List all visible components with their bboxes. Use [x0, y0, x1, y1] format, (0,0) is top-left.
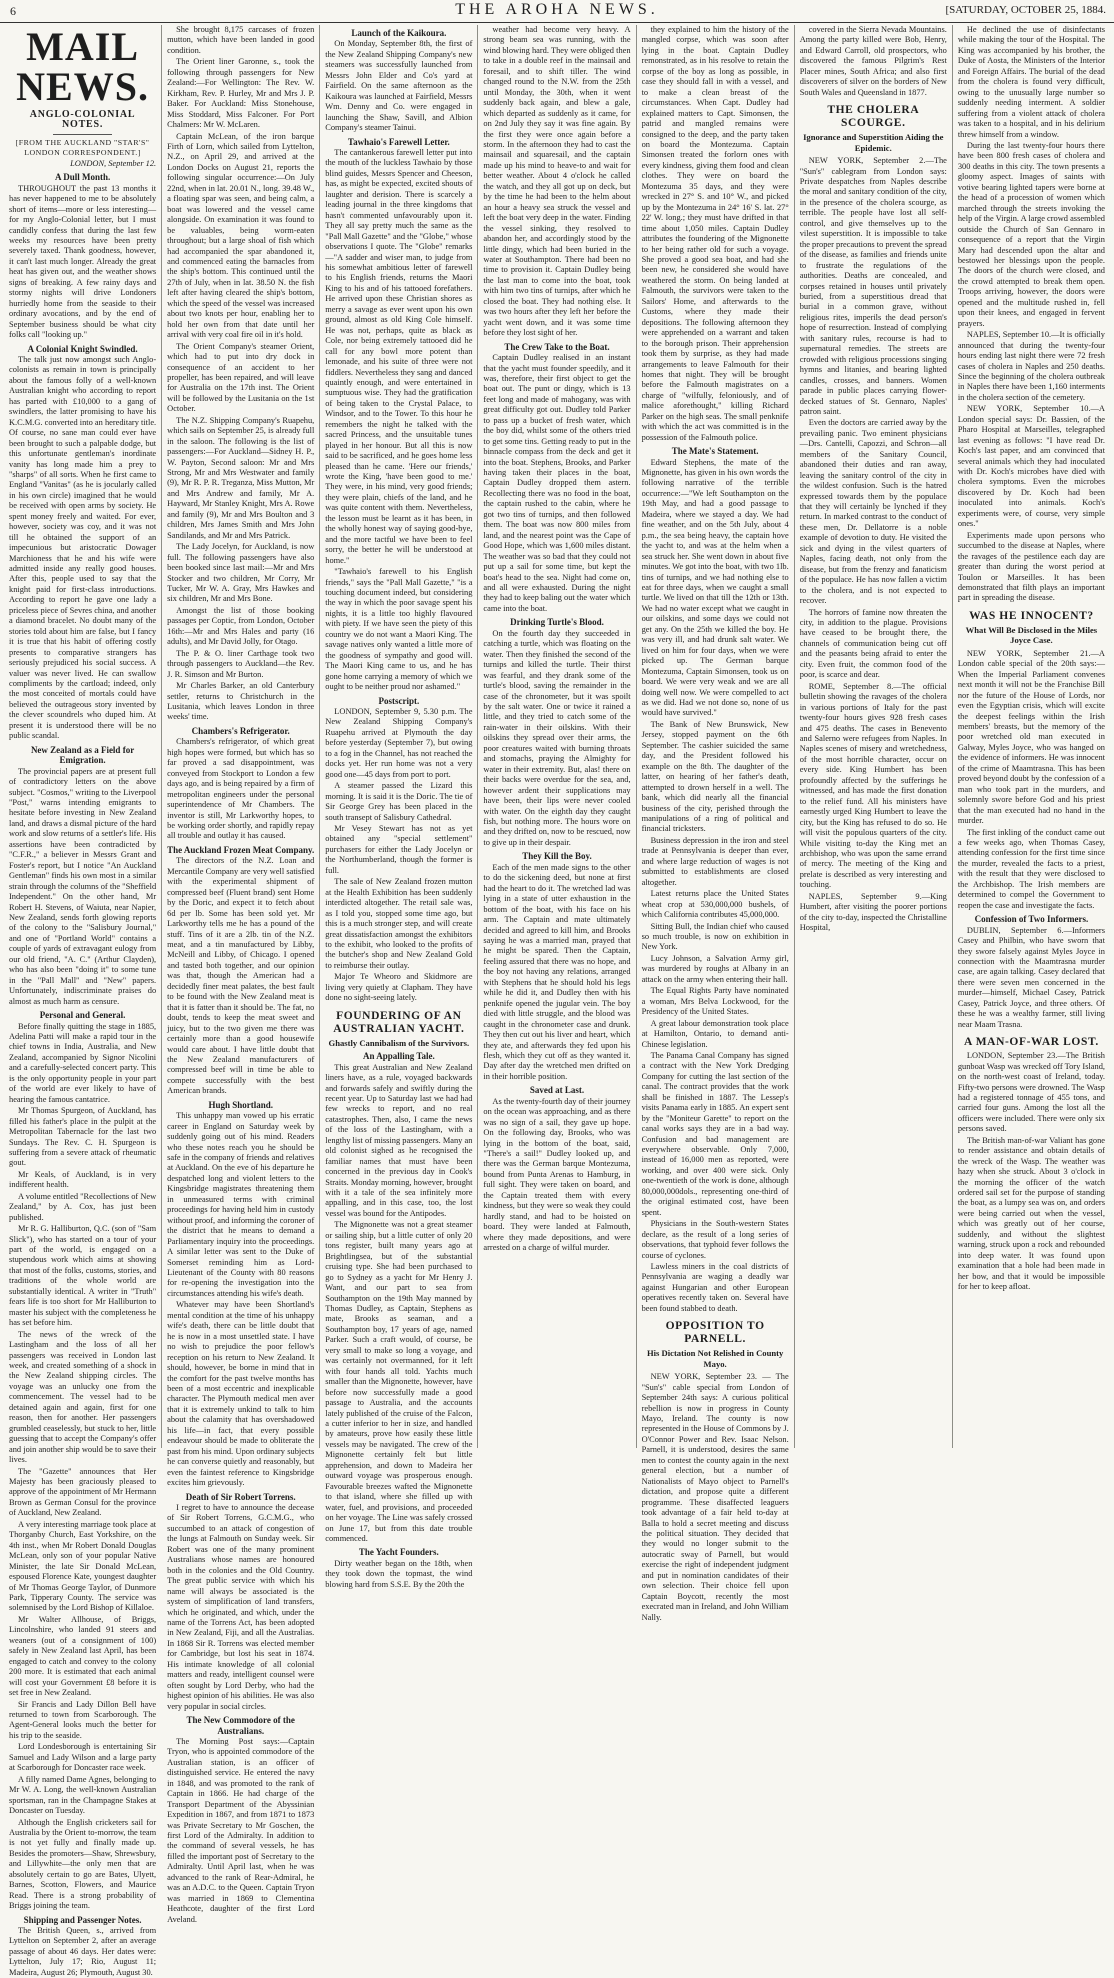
article-paragraph: The Orient liner Garonne, s., took the following through passengers for New Zealand:—For Wellington: The Rev. W. Kirkham, Rev. P. Hurley, Mr and Mrs J. P. Baker. For Auckland: Miss Stonehouse, Miss Stoddard, Miss Falconer. For Port Chalmers: Mr W. McLaren. [167, 57, 315, 130]
article-headline: FOUNDERING OF AN AUSTRALIAN YACHT. [333, 1009, 465, 1035]
article-paragraph: On Monday, September 8th, the first of the New Zealand Shipping Company's new steamers was successfully launched from Messrs John Elder and Co's yard at Fairfield. On the same afternoon as the Kaikoura was launched at Fairfield, Messrs Wm. Denny and Co. were engaged in launching the Shaw, Savill, and Albion Company's steamer Tainui. [325, 39, 473, 133]
article-paragraph: The provincial papers are at present full of contradictory letters on the above subject. "Cosmos," writing to the Liverpool "Post," warns intending emigrants to hesitate before investing in New Zealand land, and draws a dismal picture of the hard work and slow returns of a settler's life. His assertions have been contradicted by "C.F.R.," a believer in Messrs Grant and Foster's report, but I notice "An Auckland Gentleman" finds his own most in a similar strain through the columns of the "Sheffield Independent." On the other hand, Mr Robert H. Stevens, of Waiuta, near Napier, New Zealand, sends forth glowing reports of the colony to the "Salisbury Journal," and one of "Portland World" contains a couple of yards of extravagant eulogy from our old friend, "A. C." (Arthur Clayden), who has also been "doing it" to some tune in the "Pall Mall" and "New" papers. Unfortunately, indiscriminate praises do almost as much harm as censure. [9, 766, 157, 1006]
article-paragraph: NAPLES, September 9.—King Humbert, after visiting the poorer portions of the city to-day, inspected the Christalline Hospital, [799, 891, 947, 933]
article-paragraph: She brought 8,175 carcases of frozen mutton, which have been landed in good condition. [167, 25, 315, 55]
dateline: LONDON, September 12. [70, 158, 157, 168]
article-paragraph: Before finally quitting the stage in 1885, Adelina Patti will make a rapid tour in the chief towns in India, Australia, and New Zealand, accompanied by Signor Nicolini and a carefully-selected concert party. This is the only opportunity people in your part of the world are ever likely to have of hearing the famous cantatrice. [9, 1021, 157, 1104]
article-paragraph: The N.Z. Shipping Company's Ruapehu, which sails on September 25, is already full in the saloon. The following is the list of passengers:—For Auckland—Sidney H. P., W. Payton, Second saloon: Mr and Mrs Strong, Mr and Mrs Westwater and family (9), Mr R. P. R. Treganza, Miss Mutton, Mr and Mrs Andrew and family, Mr A. Hayward, Mr Stanley Knight, Mrs A. Rowe and family (9), Mr and Mrs Boulton and 3 children, Mrs James Smith and Mrs John Sandilands, and Mr and Mrs Patrick. [167, 415, 315, 540]
article-paragraph: Mr Thomas Spurgeon, of Auckland, has filled his father's place in the pulpit at the Metropolitan Tabernacle for the last two Sundays. The Rev. C. H. Spurgeon is suffering from a severe attack of rheumatic gout. [9, 1106, 157, 1168]
article-paragraph: Captain Dudley realised in an instant that the yacht must founder speedily, and it was, therefore, their first object to get the boat out. The punt or dingy, which is 13 feet long and made of mahogany, was with great difficulty got out. Dudley told Parker to pass up a bucket of fresh water, which the boy did, whilst some of the others tried to get some tins. Getting ready to put in the binnacle compass from the deck and get it into the boat. Stephens, Brooks, and Parker having taken their places in the boat, Captain Dudley dropped them astern. Recollecting there was no food in the boat, the captain rushed to the cabin, where he got two tins of turnips, and then followed them. The boat was now 800 miles from land, and the nearest point was the Cape of Good Hope, which was 1,600 miles distant. The weather was so bad that they could not put up a sail for some time, but kept the boat's head to the sea. Night had come on, and all were exhausted. During the night they had to keep baling out the water which came into the boat. [483, 353, 631, 613]
section-heading: Hugh Shortland. [208, 1099, 273, 1110]
section-heading: Confession of Two Informers. [974, 914, 1089, 925]
article-paragraph: "Tawhaio's farewell to his English friends," says the "Pall Mall Gazette," "is a touching document indeed, but considering the way in which the poor savage spent his nights, it is a little too highly flavoured with piety. If we have seen the piety of this country we do not want a Maori King. The savage natives only wanted a little more of the goodness of sympathy and good will. The Maori King came to us, and he has gone home carrying a memory of which we ought to be neither proud nor ashamed." [325, 567, 473, 692]
article-paragraph: NEW YORK, September 10.—A London special says: Dr. Bassien, of the Pharo Hospital at Marseilles, telegraphed last evening as follows: "I have read Dr. Koch's last paper, and am convinced that several animals which they had inoculated with Dr. Koch's microbes have died with cholera symptoms. Even the microbes discovered by Dr. Koch had been inoculated into animals. Koch's experiments were, of course, very simple ones." [957, 404, 1105, 529]
section-heading: The Auckland Frozen Meat Company. [167, 844, 315, 855]
article-paragraph: Mr R. G. Halliburton, Q.C. (son of "Sam Slick"), who has started on a tour of your part of the world, is engaged on a stupendous work which aims at showing that most of the folks, customs, stories, and traditions of the whole world are substantially identical. A writer in "Truth" fears life is too short for Mr Halliburton to master his subject with the completeness he has set before him. [9, 1224, 157, 1328]
article-paragraph: The British man-of-war Valiant has gone to render assistance and obtain details of the wreck of the Wasp. The weather was hazy when she struck. About 3 o'clock in the morning the officer of the watch ordered sail set for the purpose of standing the boat, as a lumpy sea was on, and orders were being carried out when the vessel, which was greatly out of her course, suddenly, and without the slightest warning, struck upon a rock and rebounded into deep water. It was found upon examination that a hole had been made in her bow, and that it would be impossible for her to keep afloat. [957, 1135, 1105, 1292]
article-paragraph: On the fourth day they succeeded in catching a turtle, which was floating on the water. Then they finished the second of the turnips and killed the turtle. Their thirst was fearful, and they drank some of the turtle's blood, saving the remainder in the case of the chronometer, but it was spoilt by the salt water. One or twice it rained a little, and they tried to catch some of the rain-water in their oilskins. With their oilskins they spread over their arms, the poor creatures waited with burning throats and stomachs, praying the Almighty for water in their extremity. But, alas! there on their backs were overdue for the sea, and, however ardent their supplications may have been, their lips were never cooled with water. On the eighth day they caught fish, but nothing more. The hours wore on and they drifted on, now to be rescued, now to give up in their despair. [483, 628, 631, 847]
article-paragraph: Whatever may have been Shortland's mental condition at the time of his unhappy wife's death, there can be little doubt that he is now in a most unsettled state. I have no wish to prejudice the poor fellow's reception on his return to New Zealand. It should, however, be borne in mind that in the comfort for the past twelve months has been of a most eccentric and inexplicable character. The Plymouth medical men aver that it is extremely unkind to talk to him about the calamity that has overshadowed his life—in fact, that every possible endeavour should be made to obliterate the past from his mind. Upon ordinary subjects he can converse quietly and reasonably, but even the faintest reference to Kingsbridge excites him grievously. [167, 1300, 315, 1488]
section-heading: A Dull Month. [54, 172, 111, 183]
article-paragraph: The Orient Company's steamer Orient, which had to put into dry dock in consequence of an accident to her propeller, has been repaired, and will leave for Australia on the 17th inst. The Orient will be followed by the Lusitania on the 1st October. [167, 341, 315, 414]
article-paragraph: A very interesting marriage took place at Thorganby Church, East Yorkshire, on the 4th inst., when Mr Robert Donald Douglas McLean, only son of your popular Native Minister, the late Sir Donald McLean, espoused Florence Kate, youngest daughter of Mr Thomas George Taylor, of Dunmore Park, Tipperary County. The service was solemnised by the Lord Bishop of Killaloe. [9, 1519, 157, 1613]
article-paragraph: THROUGHOUT the past 13 months it has never happened to me to be absolutely short of items—more or less interesting—for my Anglo-Colonial letter, but I must candidly confess that during the last few weeks my resources have been pretty severely taxed. Thank goodness, however, it can't last much longer. Already the great heat has given out, and the weather shows signs of breaking. A few rainy days and stormy nights will drive Londoners hurriedly home from the seaside to their ordinary avocations, and by the end of September business should be what city folks call "looking up." [9, 183, 157, 340]
section-heading: An Appalling Tale. [362, 1051, 435, 1062]
section-heading: A Colonial Knight Swindled. [27, 343, 138, 354]
article-subheadline: His Dictation Not Relished in County Mayo. [646, 1348, 784, 1369]
article-paragraph: Physicians in the South-western States declare, as the result of a long series of observations, that typhoid fever follows the course of cyclones. [641, 1219, 789, 1260]
article-paragraph: The directors of the N.Z. Loan and Mercantile Company are very well satisfied with the experimental shipment of compressed beef (Fluent brand) sent Home by the Doric, and expect it to fetch about 6d per lb. Some has been sold yet. Mr Larkworthy tells me he has a pound of the stuff. Tins of it are a 2lb. tin of the N.Z. meat, and a tin manufactured by Libby, McNeill and Libby, of Chicago. I opened and tasted both together, and our opinion was that, though the American had a decidedly finer meat palates, the best fault to be found with the New Zealand meat is that it is fatter than it should be. The fat, no doubt, tends to keep the meat sweet and juicy, but to the two given me there was certainly more than a good housewife would care about. I have little doubt that the New Zealand manufacturers of compressed beef will in time be able to compete successfully with the best American brands. [167, 856, 315, 1096]
newspaper-title: THE AROHA NEWS. [455, 1, 659, 18]
article-paragraph: A filly named Dame Agnes, belonging to Mr W. A. Long, the well-known Australian sportsman, ran in the Champagne Stakes at Doncaster on Tuesday. [9, 1774, 157, 1816]
article-paragraph: Major Te Wheoro and Skidmore are living very quietly at Clapham. They have done no sight-seeing lately. [325, 972, 473, 1003]
article-paragraph: Captain McLean, of the iron barque Firth of Lorn, which sailed from Lyttelton, N.Z., on April 29, and arrived at the London Docks on August 21, reports the following singular occurrence:—On July 22nd, when in lat. 20.01 N., long. 39.48 W., a floating spar was seen, and being calm, a boat was lowered and the vessel came alongside. On examination it was found to be valuables, being worm-eaten throughout; but a large shoal of fish which had accompanied the spar abandoned it, and commenced eating the barnacles from the ship's bottom. This continued until the 27th of July, when in lat. 38.50 N. the fish left after having cleared the ship's bottom, which the speed of the vessel was increased about two knots per hour, enabling her to hold her own from that date until her arrival with very coal fire oil in it's hold. [167, 131, 315, 340]
section-heading: Death of Sir Robert Torrens. [185, 1491, 296, 1502]
article-paragraph: The Lady Jocelyn, for Auckland, is now full. The following passengers have also been booked since last mail:—Mr and Mrs Stocker and two children, Mr Corry, Mr Tucker, Mr W. A. Gray, Mrs Hawkes and six children, Mr and Mrs Bone. [167, 542, 315, 604]
article-subheadline: What Will Be Disclosed in the Miles Joyce Case. [965, 624, 1098, 646]
mail-news-subtitle: ANGLO-COLONIAL NOTES. [29, 109, 136, 131]
article-paragraph: A steamer passed the Lizard this morning. It is said it is the Doric. The tie of Sir George Grey has been placed in the south transept of Salisbury Cathedral. [325, 781, 473, 822]
article-paragraph: weather had become very heavy. A strong beam sea was running, with the wind blowing hard. They were obliged then to take in a double reef in the mainsail and foresail, and to shift tiller. The wind changed round to the N.W. from the 25th until Monday, the 30th, when it went suddenly back again, and blew a gale, which departed as suddenly as it came, for on 2nd July they say it was fine again. By the first they were once again before a storm. In the afternoon they had to cast the mainsail and squaresail, and the captain made up his mind to heave-to and wait for better weather. About 4 o'clock he called the watch, and they all got up on deck, but by the time he had been to the helm about an hour a heavy sea struck the vessel and left the boat very deep in the water. Finding the vessel sinking, they resolved to abandon her, and accordingly stood by the little dingy, which had been buried in the water at Southampton. There had been no time to provision it. Captain Dudley being the last man to come into the boat, took with him two tins of turnips, after which he closed the boat. They had nothing else. It was two hours after they left her before the yacht went down, and it was some time before they lost sight of her. [483, 25, 631, 338]
article-paragraph: The Panama Canal Company has signed a contract with the New York Dredging Company for cutting the last section of the canal. The contract provides that the work shall be finished in 1887. The Lessep's visits Panama early in 1885. An expert sent by the "Moniteur Garette" to report on the canal works says they are in a bad way. Confusion and bad management are everywhere observable. Only 7,000, instead of 16,000 men as reported, were working, and over 400 were sick. Only one-twentieth of the work is done, although 80,000,000dols., representing one-third of the original estimated cost, have been spent. [641, 1050, 789, 1217]
column-2 [161, 25, 319, 1924]
article-paragraph: NEW YORK, September 2.—The "Sun's" cablegram from London says: Private despatches from Naples describe the moral and sanitary condition of the city, in the presence of the cholera scourge, as terrible. The people have lost all self-control, and give themselves up to the vilest superstition. It is impossible to take the proper precautions to prevent the spread of the disease, as families and friends unite to frustrate the regulations of the authorities. Deaths are concealed, and corpses retained in houses until privately buried, from a superstitious dread that burial in a common grave, without religious rites, imperils the dead person's hope of resurrection. Instead of complying with sanitary rules, recourse is had to supernatural remedies. The streets are crowded with religious processions singing hymns and litanies, and bearing lighted candles, crosses, and banners. Women parade in public places carrying flower-decked statues of St. Gennaro, Naples' patron saint. [799, 156, 947, 416]
article-paragraph: Mr Charles Barker, an old Canterbury settler, returns to Christchurch in the Lusitania, which leaves London in three weeks' time. [167, 681, 315, 722]
section-heading: New Zealand as a Field for Emigration. [30, 744, 135, 766]
article-paragraph: ROME, September 8.—The official bulletin showing the ravages of the cholera in various portions of Italy for the past twenty-four hours gives 928 fresh cases and 475 deaths. The cases in Benevento and Salerno were refugees from Naples. In Naples scenes of misery and wretchedness, of the most horrible character, occur on every side. King Humbert has been profoundly affected by the sufferings he witnessed, and has made the first donation to the relief fund. All his ministers have earnestly urged King Humbert to leave the city, but the King has refused to do so. He will visit the populous quarters of the city. While visiting to-day the King met an archbishop, who was upon the same errand of mercy. The meeting of the King and prelate is described as very interesting and touching. [799, 681, 947, 890]
article-paragraph: Mr Walter Allhouse, of Briggs, Lincolnshire, who landed 91 steers and weaners (out of a consignment of 100) safely in New Zealand last April, has been engaged to catch and convey to the colony 200 more. It is estimated that each animal will cost your Government £8 before it is set free in New Zealand. [9, 1614, 157, 1698]
article-paragraph: NEW YORK, September 23. — The "Sun's" cable special from London of September 24th says: A curious political rebellion is now in progress in County Mayo, Ireland. The county is now represented in the House of Commons by J. O'Connor Power and Rev. Isaac Nelson. Parnell, it is understood, desires the same men to contest the county again in the next general election, but a number of Nationalists of Mayo object to Parnell's dictation, and propose quite a different programme. These disaffected leaguers took advantage of a fair held to-day at Balla to hold a secret meeting and discuss the political situation. They decided that they would no longer submit to the autocratic sway of Parnell, but would exercise the right of independent judgment and put in nomination candidates of their own selection. Their choice fell upon Captain Boycott, recently the most execrated man in Ireland, and John William Nally. [641, 1372, 789, 1622]
article-paragraph: Amongst the list of those booking passages per Coptic, from London, October 16th:—Mr and Mrs Hales and party (16 adults), and Mr David Jolly, for Otago. [167, 605, 315, 647]
article-paragraph: The horrors of famine now threaten the city, in addition to the plague. Provisions have ceased to be brought there, the channels of communication being cut off and the peasants being afraid to enter the city. Even fruit, the common food of the poor, is scarce and dear. [799, 607, 947, 680]
article-paragraph: The Bank of New Brunswick, New Jersey, stopped payment on the 6th September. The cashier suicided the same day, and the President followed his example on the 8th. The daughter of the latter, on hearing of her father's death, attempted to drown herself in a well. The bank, which did nearly all the financial business of the city, perished through the manipulations of a ring of political and financial tricksters. [641, 719, 789, 834]
article-paragraph: A great labour demonstration took place at Hamilton, Ontario, to demand anti-Chinese legislation. [641, 1018, 789, 1049]
article-paragraph: LONDON, September 9, 5.30 p.m. The New Zealand Shipping Company's Ruapehu arrived at Plymouth the day before yesterday (September 7), but owing to a fog in the Channel, has not reached the docks yet. Her run home was not a very good one—45 days from port to port. [325, 707, 473, 779]
section-heading: Launch of the Kaikoura. [351, 28, 447, 38]
section-heading: The Crew Take to the Boat. [504, 341, 610, 352]
mail-news-header [9, 24, 157, 169]
article-paragraph: covered in the Sierra Nevada Mountains. Among the party killed were Bob, Henry, and Edward Carroll, old prospectors, who discovered the famous Pilgrim's Rest Placer mines, South Africa; and also first discoverers of silver on the borders of New South Wales and Queensland in 1877. [799, 25, 947, 97]
masthead [0, 0, 1114, 23]
section-heading: Chambers's Refrigerator. [191, 725, 290, 736]
article-paragraph: NEW YORK, September 21.—A London cable special of the 20th says:—When the Imperial Parliament convenes next month it will not be the Franchise Bill nor the future of the House of Lords, nor even the Egyptian crisis, which will excite the deepest feelings within the Irish members' breasts, but the memory of the poor wretched old man executed in Galway, Myles Joyce, who was hanged on the evidence of informers. He was innocent of the crime of Maamtrasna. This has been proved beyond doubt by the confession of a man who took part in the murders, and solemnly swore before God and his priest that the man executed had no hand in the murder. [957, 648, 1105, 826]
article-paragraph: Dirty weather began on the 18th, when they took down the topmast, the wind blowing hard from S.S.E. By the 20th the [325, 1558, 473, 1589]
article-paragraph: The sale of New Zealand frozen mutton at the Health Exhibition has been suddenly interdicted altogether. The retail sale was, as I told you, stopped some time ago, but this is a much stronger step, and will create great dissatisfaction amongst the exhibitors to the exhibit, who looked to the profits of the butcher's shop and New Zealand Gold to reimburse their outlay. [325, 877, 473, 970]
article-paragraph: The British Queen, s., arrived from Lyttelton on September 2, after an average passage of about 46 days. Her dates were: Lyttelton, July 17; Rio, August 11; Madeira, August 26; Plymouth, August 30. [9, 1926, 157, 1977]
article-paragraph: Although the English cricketers sail for Australia by the Orient to-morrow, the team is not yet fully and finally made up. Besides the promoters—Shaw, Shrewsbury, and Lillywhite—the only men that are absolutely certain to go are Bates, Ulyett, Barnes, Scotton, Flowers, and Maurice Read. There is a strong probability of Briggs joining the team. [9, 1817, 157, 1911]
article-paragraph: LONDON, September 23.—The British gunboat Wasp was wrecked off Tory Island, on the north-west coast of Ireland, today. Fifty-two persons were drowned. The Wasp had a registered tonnage of 455 tons, and carried four guns. Among the lost all the officers were included. There were only six persons saved. [957, 1051, 1105, 1134]
section-heading: Postscript. [378, 695, 420, 706]
article-paragraph: He declined the use of disinfectants while making the tour of the Hospital. The King was accompanied by his brother, the Duke of Aosta, the Ministers of the Interior and Foreign Affairs. The burial of the dead from the cholera is found very difficult, owing to the unusually large number so suddenly needing interment. A soldier suffering from a violent attack of cholera was taken to a hospital, and in his delirium threw himself from a window. [957, 25, 1105, 139]
section-heading: The New Commodore of the Australians. [186, 1715, 295, 1736]
article-paragraph: Edward Stephens, the mate of the Mignonette, has given in his own words the following narrative of the terrible occurrence:—"We left Southampton on the 19th May, and had a good passage to Madeira, where we stayed a day. We had fine weather, and on the 5th July, about 4 p.m., the sea being heavy, the captain hove the yacht to, and was at the helm when a sea struck her. She went down in about five minutes. We got into the boat, with two 1lb. tins of turnips, and we had nothing else to eat for three days, when we caught a small turtle. We lived on that till the 12th or 13th. We had no water except what we caught in our oilskins, and some days we could not get any. On the 25th we killed the boy. He was very ill, and had drunk salt water. We lived on him for four days, when we were picked up. The German barque Montezuma, Captain Simonsen, took us on board. We were very weak and we are all doing well now. We were compelled to act as we did. Had we not done so, none of us would have survived." [641, 457, 789, 718]
article-paragraph: As the twenty-fourth day of their journey on the ocean was approaching, and as there was no sign of a sail, they gave up hope. On the following day, Brooks, who was lying in the bottom of the boat, said, "There's a sail!" Dudley looked up, and there was the German barque Montezuma, bound from Punta Arenas to Hamburg, in full sight. They were taken on board, and the Captain treated them with every kindness, but they were so weak they could hardly stand, and had to be hoisted on board. They were landed at Falmouth, where they made depositions, and were arrested on a charge of wilful murder. [483, 1096, 631, 1253]
column-4 [477, 25, 635, 1448]
article-paragraph: A volume entitled "Recollections of New Zealand," by A. Cox, has just been published. [9, 1191, 157, 1222]
section-heading: They Kill the Boy. [522, 851, 592, 862]
article-paragraph: The Mignonette was not a great steamer or sailing ship, but a little cutter of only 20 tons register, built many years ago at Brightlingsea, but of the substantial cruising type. She had been purchased to go to Sydney as a yacht for Mr Henry J. Want, and our part to sea from Southampton on the 19th May manned by Thomas Dudley, as Captain, Stephens as mate, Brooks as seaman, and a Southampton boy, 17 years of age, named Parker. Such a craft would, of course, be very small to make so long a voyage, and was certainly not overmanned, for it left with four hands all told. Yachts much smaller than the Mignonette, however, have before now successfully made a good passage to Australia, and the accounts lately published of the cruise of the Falcon, a cutter inferior to her in size, and handled by amateurs, prove how easily these little vessels may be navigated. The crew of the Mignonette certainly felt but little apprehension, and down to Madeira her outward voyage was prosperous enough. Favourable breezes wafted the Mignonette to that island, where she filled up with water, fuel, and provisions, and proceeded on her voyage. The Line was safely crossed on June 17, but from this date trouble commenced. [325, 1220, 473, 1543]
article-paragraph: Sir Francis and Lady Dillon Bell have returned to town from Scarborough. The Agent-General looks much the better for his trip to the seaside. [9, 1699, 157, 1740]
article-paragraph: NAPLES, September 10.—It is officially announced that during the twenty-four hours ending last night there were 72 fresh cases of cholera in Naples and 250 deaths. Since the beginning of the cholera outbreak in Naples there have been 1,160 interments in the cholera section of the cemetery. [957, 330, 1105, 402]
article-paragraph: I regret to have to announce the decease of Sir Robert Torrens, G.C.M.G., who succumbed to an attack of congestion of the lungs at Falmouth on Sunday week. Sir Robert was one of the many prominent Australians whose names are honoured both in the colonies and the Old Country. The great public service with which his name will always be associated is the system of simplification of land transfers, which he originated, and which, under the name of the Torrens Act, has been adopted in New Zealand, Fiji, and all the Australias. In 1868 Sir R. Torrens was elected member for Cambridge, but lost his seat in 1874. His intimate knowledge of all colonial matters and ready, intelligent counsel were often sought by Lord Derby, who had the highest opinion of his abilities. He was also very popular in social circles. [167, 1502, 315, 1711]
column-1 [4, 24, 161, 1977]
column-5 [636, 25, 794, 1622]
article-paragraph: Latest returns place the United States wheat crop at 530,000,000 bushels, of which California contributes 45,000,000. [641, 889, 789, 920]
page-number: 6 [10, 4, 16, 18]
article-paragraph: Lawless miners in the coal districts of Pennsylvania are waging a deadly war against Hungarian and other European operatives recently taken on. Several have been found stabbed to death. [641, 1262, 789, 1313]
column-1-body [9, 172, 156, 1978]
article-paragraph: The Morning Post says:—Captain Tryon, who is appointed commodore of the Australian station, is an officer of distinguished service. He entered the navy in 1848, and was promoted to the rank of Captain in 1866. He had charge of the Transport Department of the Abyssinian Expedition in 1867, and from 1871 to 1873 was Private Secretary to Mr Goschen, the first Lord of the Admiralty. In addition to the command of several vessels, he has filled the important post of Secretary to the Admiralty. Until April last, when he was advanced to the rank of Rear-Admiral, he was an A.D.C. to the Queen. Captain Tryon was married in 1869 to Clementina Heathcote, daughter of the first Lord Aveland. [167, 1736, 315, 1924]
article-headline: THE CHOLERA SCOURGE. [827, 104, 920, 130]
section-heading: Shipping and Passenger Notes. [23, 1914, 142, 1925]
section-heading: The Mate's Statement. [671, 446, 759, 457]
section-heading: Tawhaio's Farewell Letter. [347, 136, 450, 147]
article-headline: A MAN-OF-WAR LOST. [963, 1036, 1099, 1049]
article-headline: OPPOSITION TO PARNELL. [665, 1320, 765, 1346]
section-heading: Personal and General. [39, 1010, 126, 1021]
article-paragraph: The P. & O. liner Carthage took two through passengers to Auckland—the Rev. J. R. Simson and Mr Burton. [167, 648, 315, 679]
column-7 [952, 25, 1110, 1448]
section-heading: Saved at Last. [529, 1085, 585, 1096]
article-paragraph: The Equal Rights Party have nominated a woman, Mrs Belva Lockwood, for the Presidency of the United States. [641, 986, 789, 1017]
column-6 [794, 25, 952, 1448]
article-paragraph: Chambers's refrigerator, of which great high hopes were formed, but which has so far proved a sad disappointment, was conveyed from Stockport to London a few days ago, and is being repaired by a firm of metropolitan engineers under the personal superintendence of Mr Chambers. The inventor is still, Mr Larkworthy hopes, to be working order shortly, and rapidly repay all trouble and outlay it has caused. [167, 737, 315, 841]
article-paragraph: The cantankerous farewell letter put into the mouth of the luckless Tawhaio by those blind guides, Messrs Spencer and Cheeson, has, as might be expected, excited shouts of laughter and derision. There is scarcely a leading journal in the three kingdoms that hasn't commented unfavourably upon it. They all say pretty much the same as the "Pall Mall Gazette" and the "Globe," whose observations I quote. The "Globe" remarks—"A sadder and wiser man, to judge from his somewhat ambitious letter of farewell to his English friends, returns the Maori King to his and of his tattooed forefathers. He arrived upon these Christian shores as merry a savage as ever went upon his own ground, almost as old King Cole himself. He was not, perhaps, quite as black as Cole, nor being extremely tattooed did he call for any bowl more potent than lemonade, and his suite of three were not fiddlers. Nevertheless they sang and danced quaintly enough, and were entertained in sumptuous wise. They had the gratification of being taken to the Crystal Palace, to Windsor, and to the Tower. To this hour he remembers the night he talked with the sacred Princess, and the unsuitable tunes played in her honour. But all this is now said to be sacrificed, and he goes home less pleased than he came. 'Here our friends,' wrote the King, 'have been good to me.' They were, in his mind, very good friends; they were plain, chiefs of the land, and he was quite content with them. Nevertheless, the lesson must be learnt as it has been, in the wholly honest way of saying good-bye, and the more tactful we have been to feel sorry, the better he will be understood at home." [325, 147, 473, 565]
divider [53, 134, 112, 135]
article-paragraph: The "Gazette" announces that Her Majesty has been graciously pleased to approve of the appointment of Mr Hermann Brown as German Consul for the province of Auckland, New Zealand. [9, 1466, 157, 1518]
article-headline: WAS HE INNOCENT? [969, 609, 1094, 622]
article-paragraph: they explained to him the history of the mangled corpse, which was soon after lying in the boat. Captain Dudley remonstrated, as in his resolve to retain the corpse of the boy as long as possible, in case they should fall in with a vessel, and to make a clean breast of the circumstances. When Capt. Dudley had explained matters to Capt. Simonsen, the patrid and mangled remains were consigned to the deep, and the party taken on board the Montezuma. Captain Simonsen treated the forlorn ones with every kindness, giving them food and clean clothes. They were on board the Montezuma 35 days, and they were wrecked in 27° S. and 10° W., and picked up by the Montezuma in 24° 16' S. lat. 27° 22' W. long.; they must have drifted in that time about 1,050 miles. Captain Dudley attributes the foundering of the Mignonette to her being rather old for such a voyage. She proved a good sea boat, and had she been new, he considered she would have weathered the storm. On being landed at Falmouth, the survivors were taken to the Sailors' Home, and afterwards to the Customs, where they made their depositions. The following afternoon they were apprehended on a warrant and taken to the borough prison. Their apprehension took them by surprise, as they had made arrangements to leave Falmouth for their homes that night. They will be brought before the Falmouth magistrates on a charge of "wilfully, feloniously, and of malice aforethought," killing Richard Parker on the high seas. The small penknife with which the act was committed is in the possession of the Falmouth police. [641, 25, 789, 442]
article-paragraph: The first inkling of the conduct came out a few weeks ago, when Thomas Casey, attending confession for the first time since the murder, revealed the facts to a priest, with the result that they were disclosed to the Archbishop. The Irish members are determined to compel the Government to reopen the case and investigate the facts. [957, 827, 1105, 910]
column-3 [319, 25, 477, 1589]
article-paragraph: Each of the men made signs to the other to do the sickening deed, but none at first had the heart to do it. The wretched lad was lying in a state of utter exhaustion in the bottom of the boat, with his face on his arm. The Captain and mate ultimately decided and agreed to kill him, and Brooks saying he was a married man, prayed that he might be spared. Then the Captain, feeling assured that there was no hope, and the boy not having any relations, arranged with Stephens that he should hold his legs while he did it, and Dudley then with his penknife opened the jugular vein. The boy died with little struggle, and the blood was caught in the chronometer case and drunk. They then cut out his liver and heart, which they ate, and afterwards they fed upon his flesh, which they cut off as they wanted it. Day after day the wretched men drifted on in their horrible position. [483, 862, 631, 1081]
article-paragraph: The talk just now amongst such Anglo-colonists as remain in town is principally about the famous folly of a well-known Australian knight who according to report has parted with £10,000 to a gang of swindlers, the latter promising to have his K.C.M.G. converted into an hereditary title. Of course, no sane man could ever have been brought to such a palpable dodge, but this unfortunate gentleman's inordinate vanity has long made him a prey to "sharps" of all sorts. When he first came to England "Vanitas" (as he is jocularly called in his own circle) imagined that he would be received with open arms by society. He spent money freely and waited. For ever, however, society was coy, and it was not till he obtained the support of an impecunious but aristocratic Dowager Marchioness that he and his wife were admitted inside any really good houses. After this, people used to say that the knight paid for first-class introductions. According to report he gave one lady a priceless piece of Sevres china, and another a diamond bracelet. No doubt many of the stories told about him are false, but I fancy it is true that his habit of offering costly presents to comparative strangers has seriously prejudiced his social success. A valuer was never lived. He can swallow compliments by the cartload; indeed, only the most conceited of mortals could have believed the outrageous story invented by the clever scoundrels who duped him. At present it is understood there will be no public scandal. [9, 354, 157, 741]
article-paragraph: DUBLIN, September 6.—Informers Casey and Philbin, who have sworn that they swore falsely against Myles Joyce in connection with the Maamtrasna murder case, are again talking. Casey declared that there were seven men concerned in the murder—himself, Michael Casey, Patrick Casey, Patrick Joyce, and three others. Of these he was a wealthy farmer, still living near Maam Trasna. [957, 925, 1105, 1029]
article-subheadline: Ignorance and Superstition Aiding the Epidemic. [803, 132, 944, 153]
article-paragraph: Even the doctors are carried away by the prevailing panic. Two eminent physicians —Drs. Cantelli, Capozzi, and Schron—all members of the Sanitary Council, abandoned their duties and ran away, leaving the sanitary control of the city in the wildest confusion. Such is the hatred expressed towards them by the populace that they will certainly be lynched if they return. In marked contrast to the conduct of these men, Dr. Dellatorre is a noble example of devotion to duty. He visited the sick and dying in the vilest quarters of Naples, facing death, not only from the disease, but from the frenzy and fanaticism of the populace. He has now fallen a victim to the cholera, and is not expected to recover. [799, 418, 947, 606]
article-paragraph: This unhappy man vowed up his erratic career in England on Saturday week by suddenly going out of his mind. Readers who these notes reach you he should be safe in the company of friends and relatives at Auckland. On the eve of his departure he despatched long and violent letters to the Kingsbridge magistrates threatening them in unmeasured terms with criminal proceedings for having held him in custody without proof, and informing the coroner of the district that he means to demand a Parliamentary inquiry into the proceedings. A similar letter was sent to the Duke of Somerset reminding him as Lord-Lieutenant of the County with 80 reasons for re-opening the investigation into the circumstances attending his wife's death. [167, 1111, 315, 1298]
mail-news-title: MAIL NEWS. [16, 24, 149, 109]
article-paragraph: Experiments made upon persons who succumbed to the disease at Naples, where the ravages of the pestilence each day are greater than during the worst period at Toulon or Marseilles. It has been demonstrated that filth plays an important part in spreading the disease. [957, 530, 1105, 603]
section-heading: Drinking Turtle's Blood. [510, 617, 604, 628]
article-paragraph: During the last twenty-four hours there have been 800 fresh cases of cholera and 300 deaths in this city. The town presents a gloomy aspect. Images of saints with votive bearing lighted tapers were borne at the head of a procession of women which marched through the streets invoking the help of the Virgin. A large crowd assembled outside the Church of San Gennaro in consequence of a report that the Virgin Mary had descended upon the altar and bestowed her blessings upon the people. The doors of the church were closed, and the crowd attempted to break them open. Troops arriving, however, the doors were opened and the multitude rushed in, fell upon their knees, and engaged in fervent prayers. [957, 140, 1105, 328]
article-paragraph: Sitting Bull, the Indian chief who caused so much trouble, is now on exhibition in New York. [641, 921, 789, 952]
article-paragraph: Mr Keals, of Auckland, is in very indifferent health. [9, 1169, 157, 1190]
article-paragraph: Lucy Johnson, a Salvation Army girl, was murdered by roughs at Albany in an attack on the army when entering their hall. [641, 953, 789, 984]
section-heading: The Yacht Founders. [358, 1547, 439, 1558]
article-paragraph: Business depression in the iron and steel trade at Pennsylvania is deeper than ever, and where large reduction of wages is not submitted to establishments are closed altogether. [641, 835, 789, 887]
article-paragraph: Lord Londesborough is entertaining Sir Samuel and Lady Wilson and a large party at Scarborough for Doncaster race week. [9, 1742, 157, 1773]
article-paragraph: Mr Vesey Stewart has not as yet obtained any "special settlement" purchasers for either the Lady Jocelyn or the Northumberland, though the former is full. [325, 823, 473, 875]
correspondent-byline: [FROM THE AUCKLAND "STAR'S" LONDON CORRESPONDENT.] [15, 137, 150, 158]
article-paragraph: The news of the wreck of the Lastingham and the loss of all her passengers was received in London last week, and created something of a shock in the New Zealand shipping circles. The voyage was an unlucky one from the commencement. The vessel had to be detained again and again, first for one reason, then for another. Her passengers grumbled ceaselessly, but stuck to her, little guessing that to accept the Company's offer and join another ship would be to save their lives. [9, 1329, 157, 1465]
article-subheadline: Ghastly Cannibalism of the Survivors. [328, 1037, 470, 1048]
article-paragraph: This great Australian and New Zealand liners have, as a rule, voyaged backwards and forwards safely and swiftly during the recent year. Up to Saturday last we had had few wrecks to report, and no real catastrophes. Then, also, I came the news of the loss of the Lastingham, with a lengthy list of missing passengers. Many an old colonist sighed as he recognised the familiar names that must have been concerned in the previous day in Cook's Straits. Monday morning, however, brought with it a tale of the sea infinitely more appalling, and in this case, too, the lost vessel was bound for the Antipodes. [325, 1062, 473, 1218]
issue-date: [SATURDAY, OCTOBER 25, 1884. [945, 4, 1106, 16]
newspaper-columns [4, 24, 1110, 1977]
